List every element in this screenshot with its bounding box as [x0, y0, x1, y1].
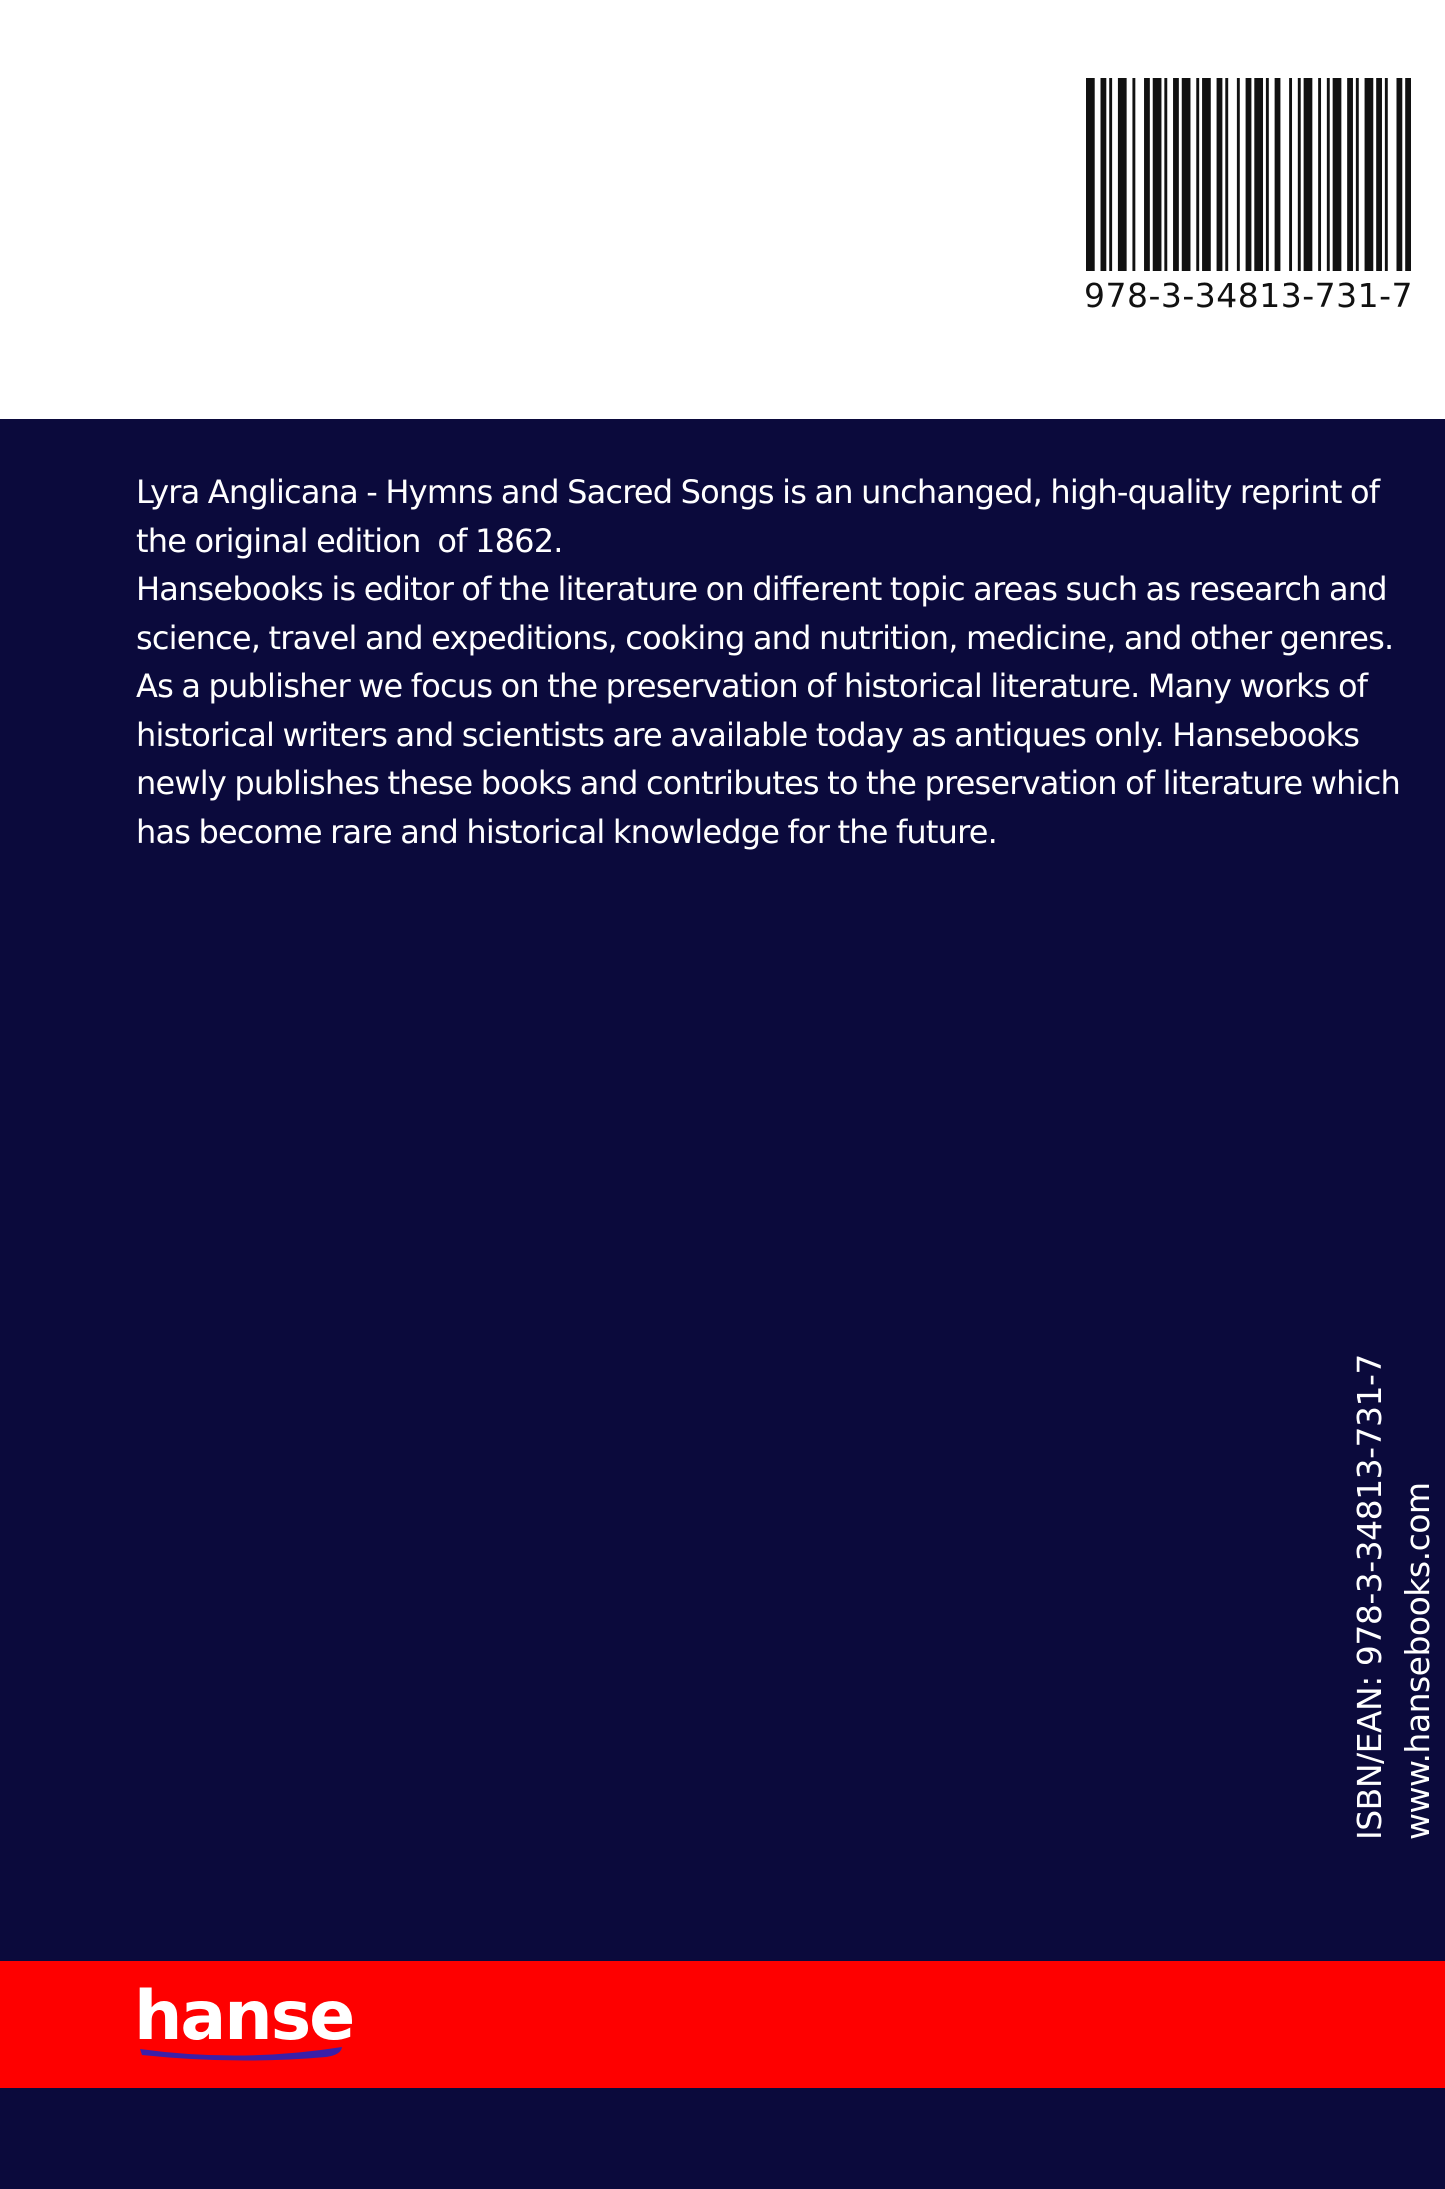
barcode-bar — [1182, 78, 1191, 271]
barcode-bar — [1385, 78, 1388, 271]
description-paragraph-2: Hansebooks is editor of the literature on different topic areas such as research and science, travel and expeditions, cooking and nutrition, medicine, and other genres. As a publisher we focus on the preservation of historical literature. Many works of historical writers and scientists are available today as antiques only. Hansebooks newly publishes these books and contributes to the preservation of literature which has become rare and historical knowledge for the future. — [136, 570, 1409, 851]
description-paragraph-1: Lyra Anglicana - Hymns and Sacred Songs is an unchanged, high-quality reprint of the original edition of 1862. — [136, 473, 1388, 560]
barcode-bar — [1298, 78, 1301, 271]
barcode-bar — [1246, 78, 1252, 271]
barcode-bar — [1376, 78, 1382, 271]
isbn-text: ISBN/EAN: 978-3-34813-731-7 — [1350, 1354, 1389, 1840]
barcode-bar — [1153, 78, 1162, 271]
barcode-bar — [1132, 78, 1135, 271]
barcode-bar — [1347, 78, 1353, 271]
barcode-bar — [1237, 78, 1240, 271]
barcode-bar — [1217, 78, 1223, 271]
barcode-bar — [1202, 78, 1211, 271]
barcode-bar — [1109, 78, 1112, 271]
barcode-bar — [1365, 78, 1374, 271]
barcode-bar — [1086, 78, 1095, 271]
barcode-bar — [1333, 78, 1342, 271]
barcode-bar — [1266, 78, 1269, 271]
bottom-navy-band — [0, 2088, 1445, 2189]
barcode-number: 978-3-34813-731-7 — [1083, 276, 1414, 315]
vertical-spine-text — [1346, 1354, 1442, 1840]
barcode-bar — [1356, 78, 1359, 271]
barcode-bar — [1304, 78, 1313, 271]
barcode-bar — [1405, 78, 1411, 271]
barcode-bar — [1289, 78, 1292, 271]
barcode-bar — [1173, 78, 1179, 271]
barcode-bar — [1164, 78, 1167, 271]
barcode-bar — [1396, 78, 1402, 271]
barcode-bar — [1275, 78, 1281, 271]
barcode-bar — [1327, 78, 1330, 271]
logo-wordmark: hanse — [134, 1977, 354, 2056]
barcode-image — [1086, 78, 1411, 271]
barcode-bar — [1144, 78, 1150, 271]
barcode-bar — [1318, 78, 1321, 271]
hanse-logo — [134, 1977, 354, 2071]
barcode-bar — [1101, 78, 1107, 271]
barcode-bar — [1118, 78, 1127, 271]
website-text: www.hansebooks.com — [1398, 1482, 1437, 1840]
barcode-bar — [1196, 78, 1199, 271]
barcode-bar — [1225, 78, 1228, 271]
barcode-bar — [1254, 78, 1263, 271]
book-description — [136, 468, 1436, 856]
